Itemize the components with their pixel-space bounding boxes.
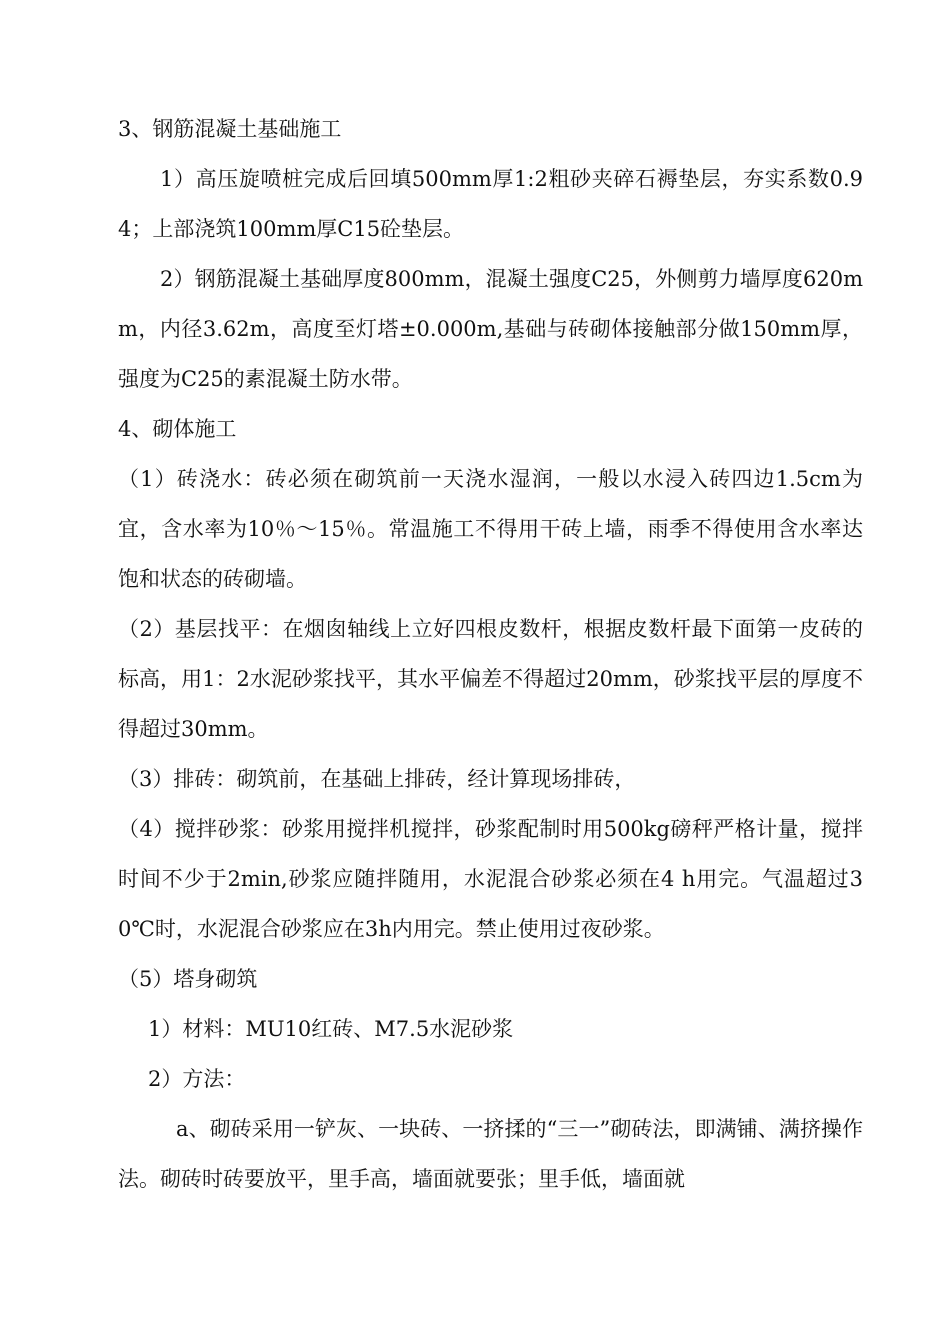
section-heading-4: 4、砌体施工	[118, 417, 237, 441]
paragraph-4-4: （4）搅拌砂浆：砂浆用搅拌机搅拌，砂浆配制时用500kg磅秤严格计量，搅拌时间不少于2min,砂浆应随拌随用，水泥混合砂浆必须在4 h用完。气温超过30℃时，水泥混合砂浆应在3h内用完。禁止使用过夜砂浆。	[118, 817, 863, 941]
paragraph-4-5-2-a: a、砌砖采用一铲灰、一块砖、一挤揉的“三一”砌砖法，即满铺、满挤操作法。砌砖时砖要放平，里手高，墙面就要张；里手低，墙面就	[118, 1117, 863, 1191]
document-body	[118, 104, 863, 1204]
paragraph-4-3: （3）排砖：砌筑前，在基础上排砖，经计算现场排砖，	[118, 767, 636, 791]
paragraph-4-5-2: 2）方法：	[148, 1067, 246, 1091]
paragraph-4-5-heading: （5）塔身砌筑	[118, 967, 258, 991]
paragraph-3-2: 2）钢筋混凝土基础厚度800mm，混凝土强度C25，外侧剪力墙厚度620mm，内径3.62m，高度至灯塔±0.000m,基础与砖砌体接触部分做150mm厚，强度为C25的素混凝土防水带。	[118, 267, 863, 391]
paragraph-4-5-1: 1）材料：MU10红砖、M7.5水泥砂浆	[148, 1017, 514, 1041]
paragraph-3-1: 1）高压旋喷桩完成后回填500mm厚1:2粗砂夹碎石褥垫层，夯实系数0.94；上部浇筑100mm厚C15砼垫层。	[118, 167, 863, 241]
paragraph-4-2: （2）基层找平：在烟囱轴线上立好四根皮数杆，根据皮数杆最下面第一皮砖的标高，用1：2水泥砂浆找平，其水平偏差不得超过20mm，砂浆找平层的厚度不得超过30mm。	[118, 617, 863, 741]
section-heading-3: 3、钢筋混凝土基础施工	[118, 117, 342, 141]
paragraph-4-1: （1）砖浇水：砖必须在砌筑前一天浇水湿润，一般以水浸入砖四边1.5cm为宜，含水率为10％～15％。常温施工不得用干砖上墙，雨季不得使用含水率达饱和状态的砖砌墙。	[118, 467, 863, 591]
